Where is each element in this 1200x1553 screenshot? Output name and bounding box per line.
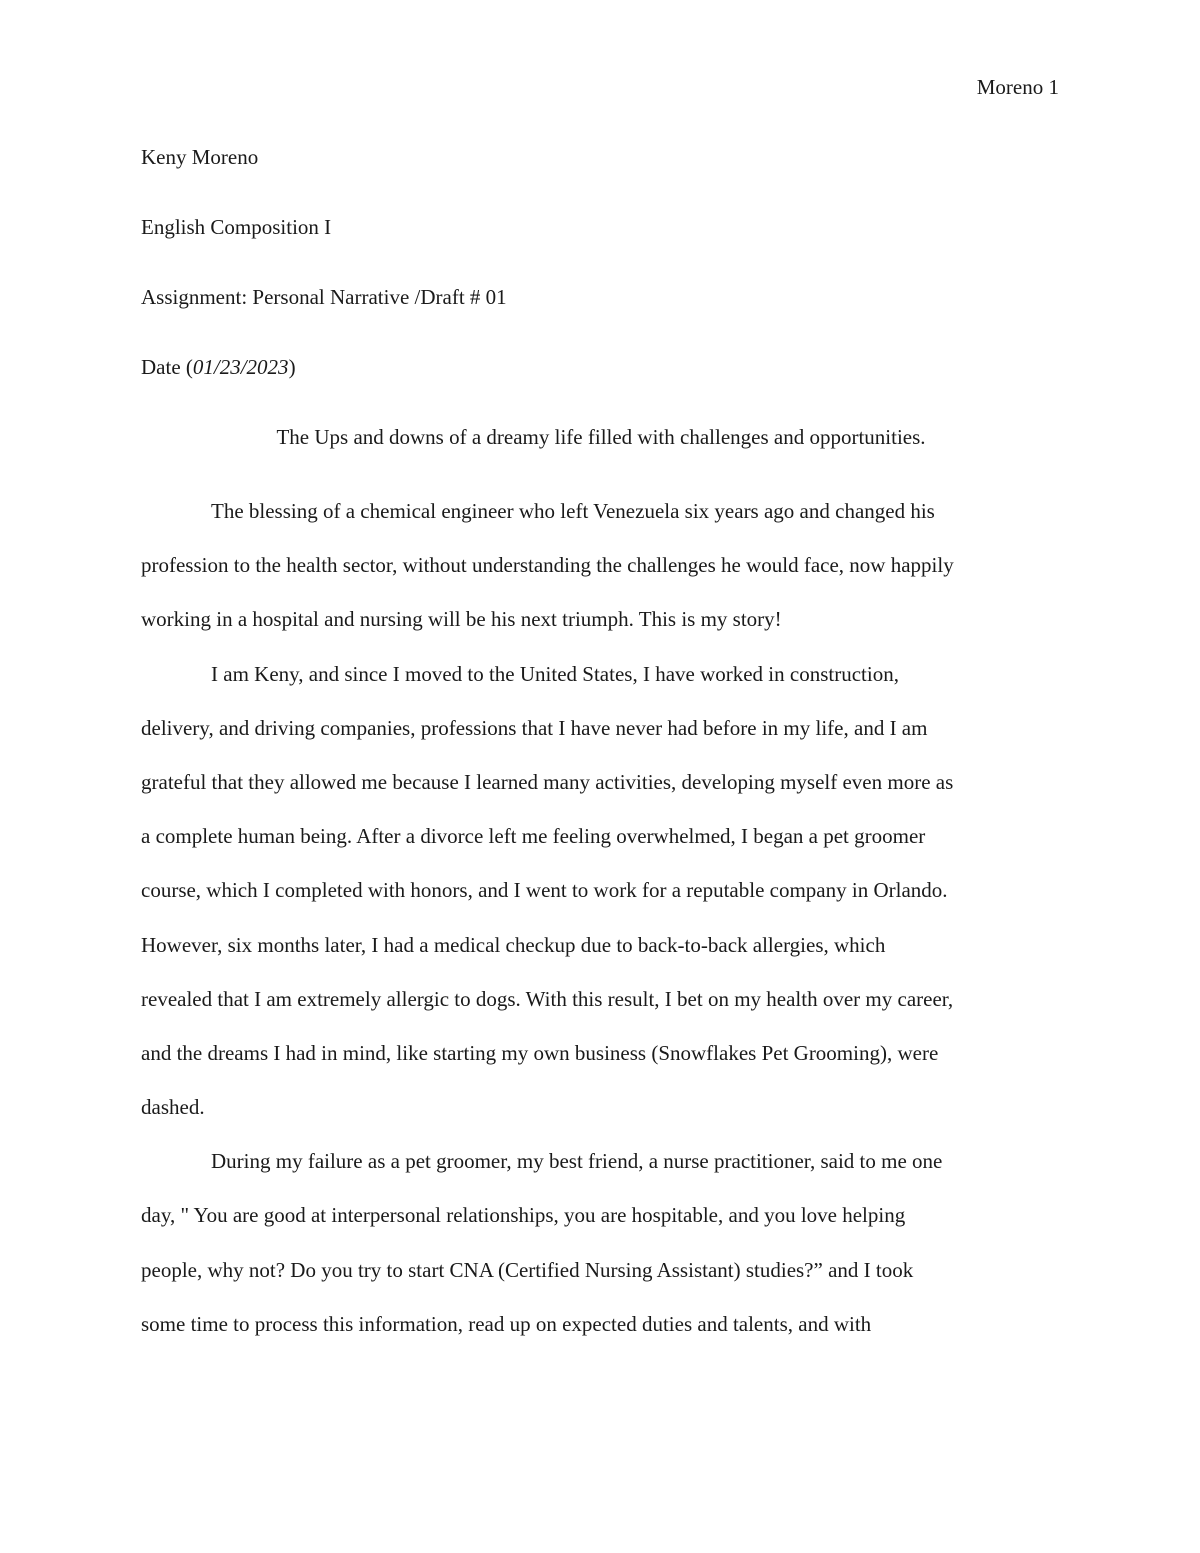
assignment-line: Assignment: Personal Narrative /Draft # 01: [141, 285, 507, 309]
paragraph-line: delivery, and driving companies, professions that I have never had before in my life, and I am: [141, 715, 928, 740]
date-suffix: ): [288, 355, 296, 379]
paragraph-line: profession to the health sector, without understanding the challenges he would face, now happily: [141, 553, 954, 578]
date-line: [141, 353, 1061, 423]
paragraph-line: dashed.: [141, 1095, 205, 1120]
paragraph-2: [141, 647, 1061, 1135]
date-value: 01/23/2023: [192, 355, 289, 379]
paragraph-line: some time to process this information, read up on expected duties and talents, and with: [141, 1311, 872, 1336]
paragraph-line: and the dreams I had in mind, like starting my own business (Snowflakes Pet Grooming), were: [141, 1040, 939, 1065]
paragraph-line: revealed that I am extremely allergic to dogs. With this result, I bet on my health over my career,: [141, 986, 954, 1011]
date-prefix: Date (: [141, 355, 193, 379]
course-name: English Composition I: [141, 215, 332, 239]
paragraph-1: [141, 484, 1061, 647]
essay-body: [141, 484, 1061, 1351]
paragraph-line: grateful that they allowed me because I learned many activities, developing myself even more as: [141, 769, 954, 794]
paragraph-line: working in a hospital and nursing will be his next triumph. This is my story!: [141, 607, 782, 632]
paragraph-line: course, which I completed with honors, and I went to work for a reputable company in Orlando.: [141, 878, 948, 903]
paragraph-line: However, six months later, I had a medical checkup due to back-to-back allergies, which: [141, 932, 886, 957]
paragraph-line: During my failure as a pet groomer, my best friend, a nurse practitioner, said to me one: [211, 1149, 943, 1174]
document-body: [141, 143, 1061, 1351]
essay-title: The Ups and downs of a dreamy life filled with challenges and opportunities.: [276, 425, 926, 449]
paragraph-3: [141, 1134, 1061, 1351]
paragraph-line: The blessing of a chemical engineer who left Venezuela six years ago and changed his: [211, 499, 935, 523]
student-name: Keny Moreno: [141, 145, 259, 169]
paragraph-line: day, " You are good at interpersonal relationships, you are hospitable, and you love helping: [141, 1203, 906, 1228]
paragraph-line: a complete human being. After a divorce left me feeling overwhelmed, I began a pet groomer: [141, 824, 926, 849]
running-head-page-number: Moreno 1: [976, 75, 1059, 99]
paragraph-line: people, why not? Do you try to start CNA (Certified Nursing Assistant) studies?” and I took: [141, 1257, 914, 1282]
paragraph-line: I am Keny, and since I moved to the United States, I have worked in construction,: [211, 661, 899, 686]
